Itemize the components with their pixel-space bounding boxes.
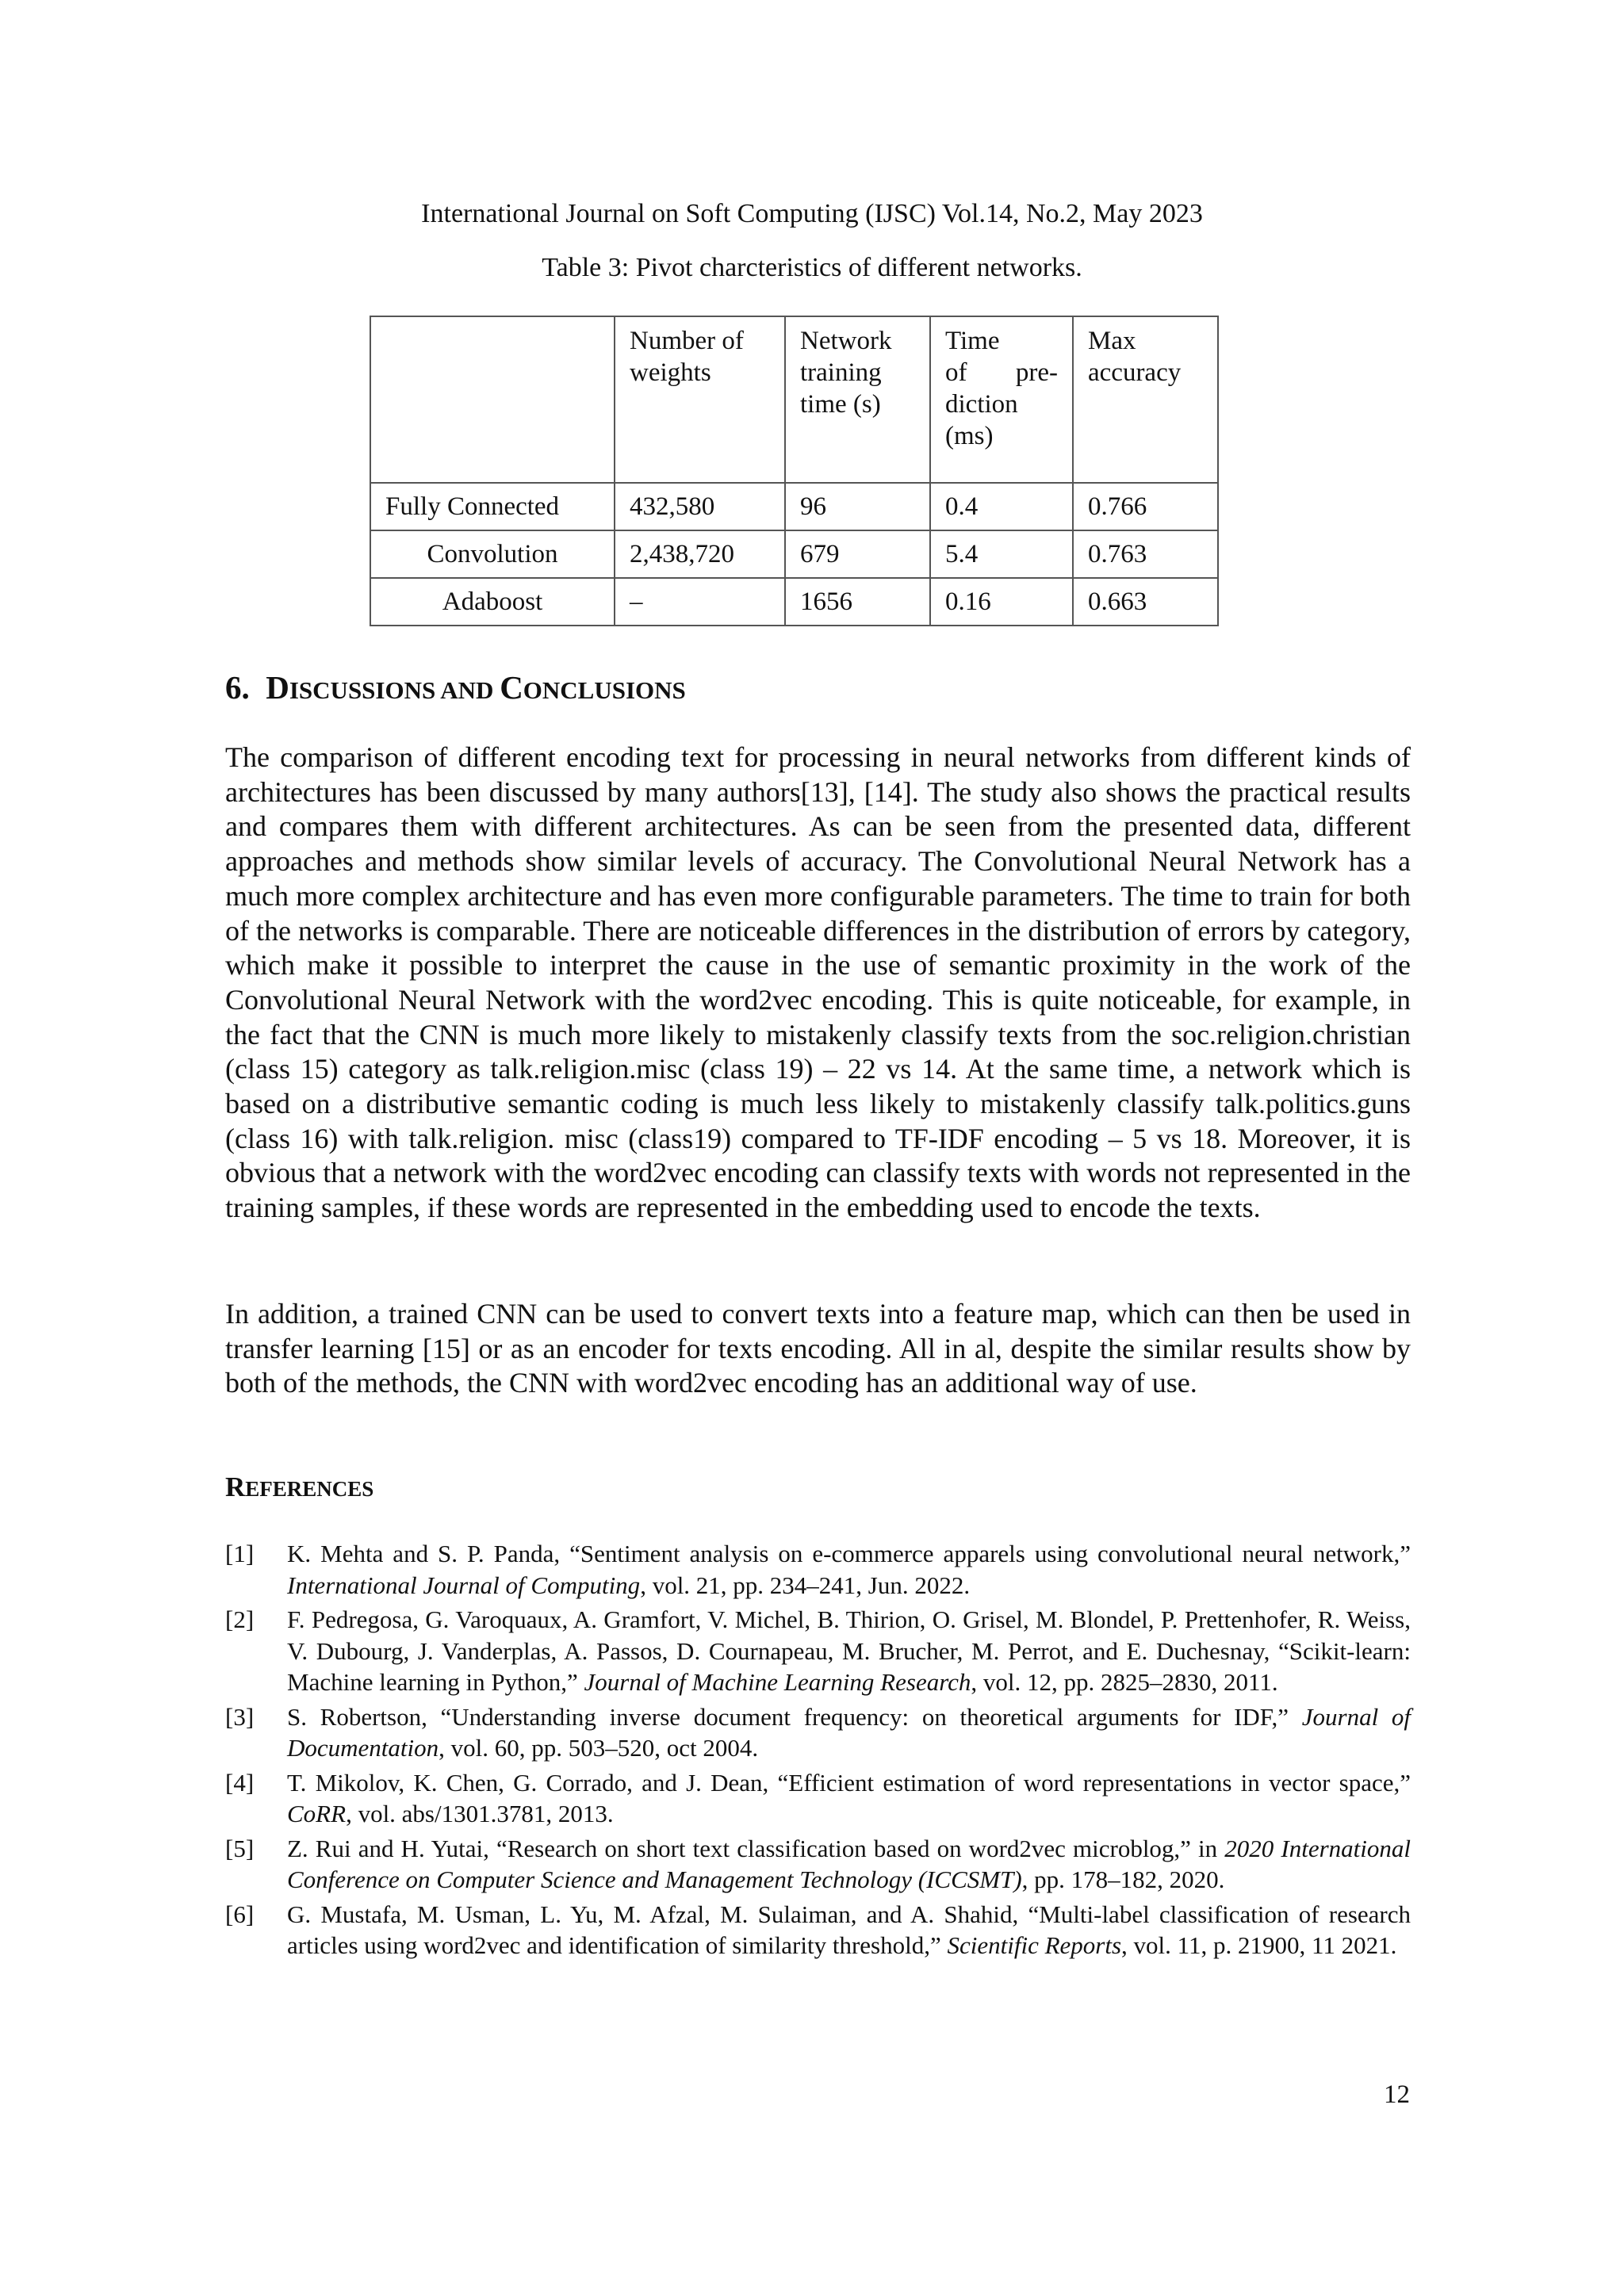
row-label-cell: Fully Connected [370, 483, 615, 530]
header-line: diction [945, 390, 1018, 419]
reference-details: , vol. 11, p. 21900, 11 2021. [1121, 1931, 1397, 1959]
section-title-part: ISCUSSIONS AND [289, 676, 500, 704]
reference-text [287, 1701, 1411, 1764]
reference-text [287, 1767, 1411, 1830]
reference-details: , pp. 178–182, 2020. [1021, 1866, 1225, 1893]
header-cell-max-accuracy [1073, 316, 1218, 483]
reference-venue: Scientific Reports [947, 1931, 1122, 1959]
reference-details: , vol. 60, pp. 503–520, oct 2004. [439, 1734, 759, 1762]
header-line: Number of [630, 327, 744, 355]
references-title-initial: R [225, 1471, 246, 1502]
header-line: time (s) [800, 390, 881, 419]
reference-item [225, 1701, 1411, 1764]
page-number: 12 [1384, 2080, 1410, 2109]
header-line: Max [1088, 327, 1136, 355]
table-cell: 2,438,720 [615, 530, 785, 578]
table-row [370, 483, 1218, 530]
reference-authors-title: G. Mustafa, M. Usman, L. Yu, M. Afzal, M. Sulaiman, and A. Shahid, “Multi-label classification of research articles using word2vec and identification of similarity threshold,” [287, 1900, 1411, 1959]
header-line: Network [800, 327, 892, 355]
header-line: weights [630, 358, 711, 387]
header-line [945, 357, 1058, 388]
header-line: Time [945, 327, 1000, 355]
pivot-table [370, 316, 1219, 626]
header-word: pre- [1015, 358, 1058, 387]
table-header-row [370, 316, 1218, 483]
reference-venue: Journal of Machine Learning Research [584, 1668, 971, 1696]
table-cell: 432,580 [615, 483, 785, 530]
row-label-cell: Adaboost [370, 578, 615, 626]
table-cell: 0.663 [1073, 578, 1218, 626]
reference-number: [4] [225, 1768, 255, 1797]
reference-list [225, 1538, 1411, 1965]
reference-number: [5] [225, 1834, 255, 1862]
table-cell: 0.766 [1073, 483, 1218, 530]
running-header: International Journal on Soft Computing (IJSC) Vol.14, No.2, May 2023 [421, 199, 1203, 228]
table-caption: Table 3: Pivot charcteristics of different networks. [542, 253, 1082, 282]
reference-details: , vol. 12, pp. 2825–2830, 2011. [971, 1668, 1278, 1696]
references-title-rest: EFERENCES [245, 1477, 374, 1501]
header-cell-prediction-time [930, 316, 1073, 483]
reference-venue: 2020 International Conference on Computer Science and Management Technology (ICCSMT) [287, 1834, 1411, 1893]
table-cell: 1656 [785, 578, 930, 626]
reference-venue: Journal of Documentation [287, 1702, 1411, 1762]
references-heading [225, 1470, 373, 1506]
row-label-cell: Convolution [370, 530, 615, 578]
header-line: (ms) [945, 422, 994, 450]
header-word: of [945, 358, 967, 387]
table-cell: – [615, 578, 785, 626]
reference-venue: International Journal of Computing [287, 1571, 641, 1599]
section-title-initial: C [500, 669, 523, 706]
table-row [370, 578, 1218, 626]
section-heading [225, 668, 686, 710]
reference-item [225, 1833, 1411, 1896]
header-line: training [800, 358, 882, 387]
reference-authors-title: T. Mikolov, K. Chen, G. Corrado, and J. Dean, “Efficient estimation of word representations in vector space,” [287, 1768, 1411, 1797]
reference-text [287, 1899, 1411, 1961]
body-paragraph: The comparison of different encoding text for processing in neural networks from different kinds of architectures has been discussed by many authors[13], [14]. The study also shows the practical results and compares them with different architectures. As can be seen from the presented data, different approaches and methods show similar levels of accuracy. The Convolutional Neural Network has a much more complex architecture and has even more configurable parameters. The time to train for both of the networks is comparable. There are noticeable differences in the distribution of errors by category, which make it possible to interpret the cause in the use of semantic proximity in the work of the Convolutional Neural Network with the word2vec encoding. This is quite noticeable, for example, in the fact that the CNN is much more likely to mistakenly classify texts from the soc.religion.christian (class 15) category as talk.religion.misc (class 19) – 22 vs 14. At the same time, a network which is based on a distributive semantic coding is much less likely to mistakenly classify talk.politics.guns (class 16) with talk.religion. misc (class19) compared to TF-IDF encoding – 5 vs 18. Moreover, it is obvious that a network with the word2vec encoding can classify texts with words not represented in the training samples, if these words are represented in the embedding used to encode the texts. [225, 741, 1411, 1224]
section-number: 6. [225, 669, 250, 706]
reference-text [287, 1833, 1411, 1896]
reference-authors-title: K. Mehta and S. P. Panda, “Sentiment analysis on e-commerce apparels using convolutional neural network,” [287, 1540, 1411, 1567]
table-cell: 96 [785, 483, 930, 530]
table-cell: 5.4 [930, 530, 1073, 578]
reference-number: [2] [225, 1605, 255, 1633]
table-cell: 0.16 [930, 578, 1073, 626]
reference-text [287, 1604, 1411, 1698]
table-cell: 0.4 [930, 483, 1073, 530]
reference-item [225, 1604, 1411, 1698]
reference-item [225, 1767, 1411, 1830]
header-cell-weights [615, 316, 785, 483]
reference-text [287, 1538, 1411, 1601]
section-title-initial: D [266, 669, 289, 706]
reference-item [225, 1899, 1411, 1961]
reference-number: [1] [225, 1540, 255, 1567]
body-paragraph: In addition, a trained CNN can be used to convert texts into a feature map, which can then be used in transfer learning [15] or as an encoder for texts encoding. All in al, despite the similar results show by both of the methods, the CNN with word2vec encoding has an additional way of use. [225, 1298, 1411, 1399]
reference-number: [3] [225, 1702, 255, 1731]
header-line: accuracy [1088, 358, 1182, 387]
section-title-part: ONCLUSIONS [523, 676, 686, 704]
reference-authors-title: S. Robertson, “Understanding inverse document frequency: on theoretical arguments for IDF,” [287, 1702, 1302, 1731]
reference-number: [6] [225, 1900, 255, 1928]
reference-authors-title: Z. Rui and H. Yutai, “Research on short text classification based on word2vec microblog,” in [287, 1834, 1225, 1862]
reference-details: , vol. abs/1301.3781, 2013. [346, 1800, 614, 1827]
table-cell: 0.763 [1073, 530, 1218, 578]
reference-venue: CoRR [287, 1800, 347, 1827]
header-cell-training-time [785, 316, 930, 483]
header-cell-empty [370, 316, 615, 483]
reference-item [225, 1538, 1411, 1601]
table-row [370, 530, 1218, 578]
table-cell: 679 [785, 530, 930, 578]
reference-authors-title: F. Pedregosa, G. Varoquaux, A. Gramfort, V. Michel, B. Thirion, O. Grisel, M. Blondel, P. Prettenhofer, R. Weiss, V. Dubourg, J. Vanderplas, A. Passos, D. Cournapeau, M. Brucher, M. Perrot, and E. Duchesnay, “Scikit-learn: Machine learning in Python,” [287, 1605, 1411, 1696]
reference-details: , vol. 21, pp. 234–241, Jun. 2022. [640, 1571, 971, 1599]
